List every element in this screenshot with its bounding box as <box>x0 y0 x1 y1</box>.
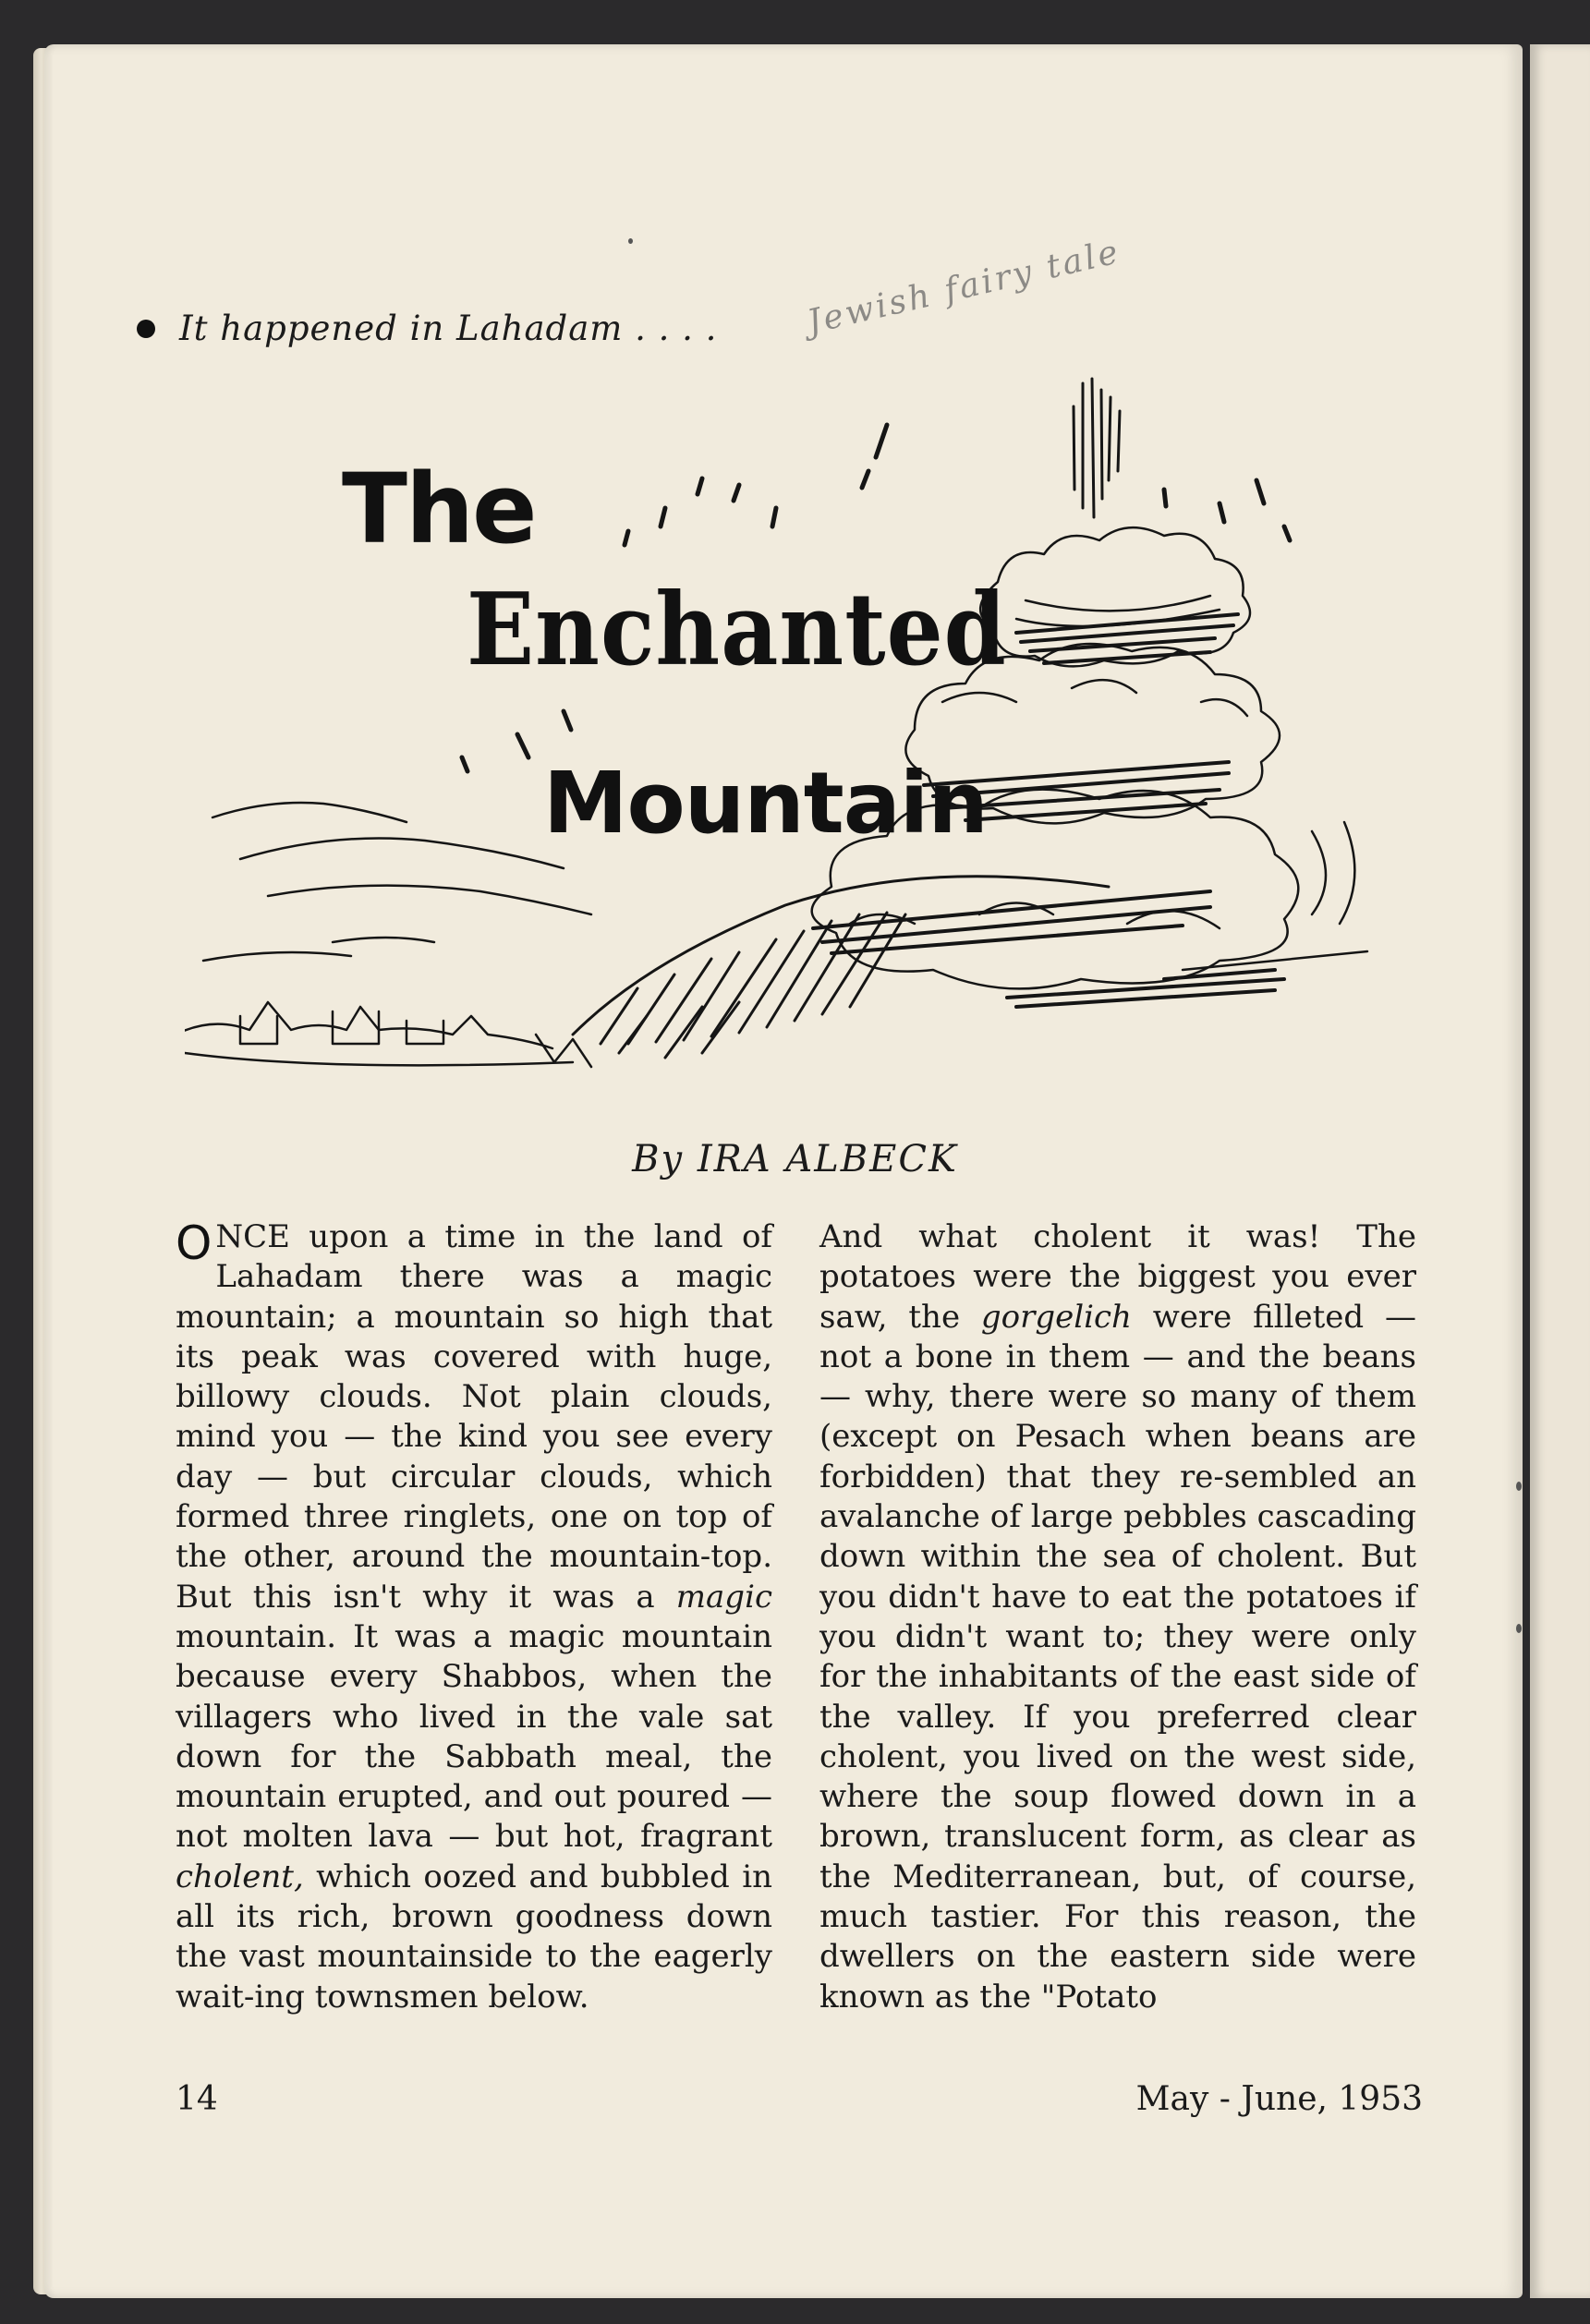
text-span: mountain. It was a magic mountain because every Shabbos, when the villagers who lived in the vale sat down for the Sabbath meal, the mountain erupted, and out poured — not molten lava — but hot, fragrant <box>176 1617 772 1856</box>
emphasis: magic <box>675 1578 772 1616</box>
text-span: And what cholent it was! The potatoes were the biggest you ever saw, the <box>819 1218 1416 1336</box>
byline: By IRA ALBECK <box>632 1138 958 1180</box>
page-number: 14 <box>176 2080 218 2118</box>
bullet-icon <box>137 320 155 338</box>
kicker <box>137 309 717 348</box>
paragraph <box>176 1217 772 2017</box>
issue-date: May - June, 1953 <box>1135 2080 1423 2118</box>
title-line-2: Enchanted <box>467 571 1007 688</box>
text-span: were filleted — not a bone in them — and the beans — why, there were so many of them (except on Pesach when beans are forbidden) that they re-sembled an avalanche of large pebbles cascading down within the sea of cholent. But you didn't have to eat the potatoes if you didn't want to; they were only for the inhabitants of the east side of the valley. If you preferred clear cholent, you lived on the west side, where the soup flowed down in a brown, translucent form, as clear as the Mediterranean, but, of course, much tastier. For this reason, the dwellers on the eastern side were known as the "Potato <box>819 1298 1416 2015</box>
binding-mark <box>1516 1624 1522 1633</box>
paper-speck <box>628 238 633 244</box>
title-line-1: The <box>342 453 536 565</box>
paragraph <box>819 1217 1416 2017</box>
article-column-2 <box>819 1217 1416 2017</box>
text-span: NCE upon a time in the land of Lahadam there was a magic mountain; a mountain so high that its peak was covered with huge, billowy clouds. Not plain clouds, mind you — the kind you see every day — but circular clouds, which formed three ringlets, one on top of the other, around the mountain-top. But this isn't why it was a <box>176 1218 772 1616</box>
emphasis: cholent, <box>176 1858 304 1895</box>
text-span: which oozed and bubbled in all its rich, brown goodness down the vast mountainside to the eagerly wait-ing townsmen below. <box>176 1858 772 2015</box>
kicker-text: It happened in Lahadam . . . . <box>179 309 718 348</box>
emphasis: gorgelich <box>980 1298 1132 1336</box>
handwritten-note: Jewish fairy tale <box>804 233 1124 342</box>
binding-mark <box>1516 1482 1522 1491</box>
title-line-3: Mountain <box>543 754 988 853</box>
drop-cap: O <box>176 1216 212 1270</box>
article-column-1 <box>176 1217 772 2017</box>
